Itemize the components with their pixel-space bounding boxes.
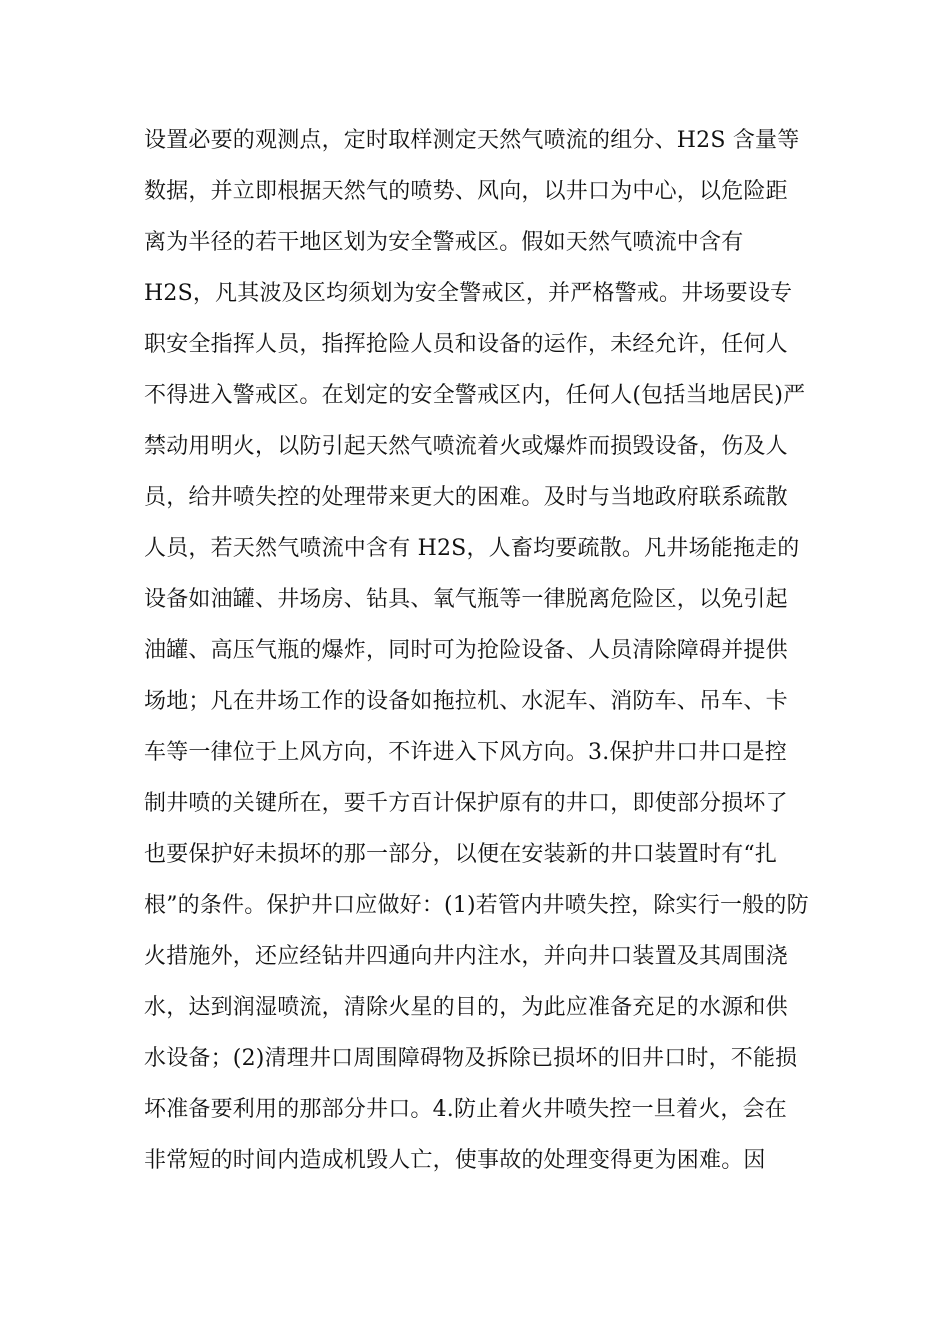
text-line-1: 设置必要的观测点，定时取样测定天然气喷流的组分、H2S 含量等 [144,128,800,153]
text-line-4: H2S，凡其波及区均须划为安全警戒区，并严格警戒。井场要设专 [144,281,793,306]
body-text [144,119,824,1190]
text-line-6: 不得进入警戒区。在划定的安全警戒区内，任何人(包括当地居民)严 [144,383,806,408]
text-line-16: 根”的条件。保护井口应做好：(1)若管内井喷失控，除实行一般的防 [144,893,809,918]
text-line-9: 人员，若天然气喷流中含有 H2S，人畜均要疏散。凡井场能拖走的 [144,536,800,561]
text-line-17: 火措施外，还应经钻井四通向井内注水，并向井口装置及其周围浇 [144,944,788,969]
text-line-19: 水设备；(2)清理井口周围障碍物及拆除已损坏的旧井口时，不能损 [144,1046,798,1071]
text-line-7: 禁动用明火，以防引起天然气喷流着火或爆炸而损毁设备，伤及人 [144,434,788,459]
text-line-15: 也要保护好未损坏的那一部分，以便在安装新的井口装置时有“扎 [144,842,778,867]
text-line-13: 车等一律位于上风方向，不许进入下风方向。3.保护井口井口是控 [144,740,787,765]
text-line-11: 油罐、高压气瓶的爆炸，同时可为抢险设备、人员清除障碍并提供 [144,638,788,663]
text-line-5: 职安全指挥人员，指挥抢险人员和设备的运作，未经允许，任何人 [144,332,788,357]
text-line-20: 坏准备要利用的那部分井口。4.防止着火井喷失控一旦着火，会在 [144,1097,787,1122]
text-line-21: 非常短的时间内造成机毁人亡，使事故的处理变得更为困难。因 [144,1148,766,1173]
text-line-10: 设备如油罐、井场房、钻具、氧气瓶等一律脱离危险区，以免引起 [144,587,788,612]
text-line-8: 员，给井喷失控的处理带来更大的困难。及时与当地政府联系疏散 [144,485,788,510]
text-line-12: 场地；凡在井场工作的设备如拖拉机、水泥车、消防车、吊车、卡 [144,689,788,714]
text-line-2: 数据，并立即根据天然气的喷势、风向，以井口为中心，以危险距 [144,179,788,204]
text-line-3: 离为半径的若干地区划为安全警戒区。假如天然气喷流中含有 [144,230,744,255]
text-line-18: 水，达到润湿喷流，清除火星的目的，为此应准备充足的水源和供 [144,995,788,1020]
text-line-14: 制井喷的关键所在，要千方百计保护原有的井口，即使部分损坏了 [144,791,788,816]
